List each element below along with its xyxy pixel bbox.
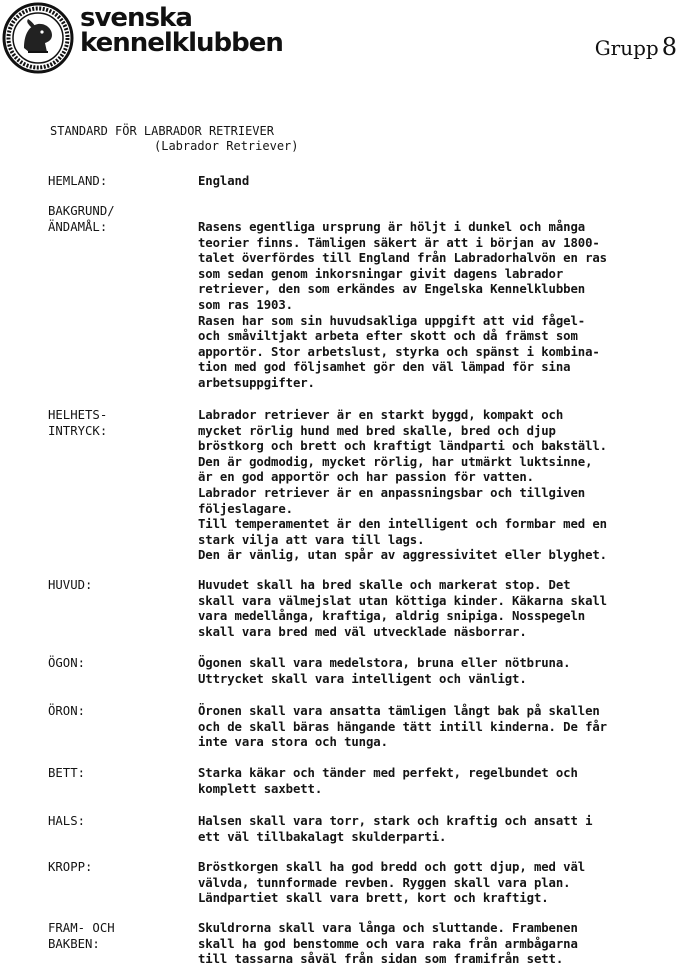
section-text: Halsen skall vara torr, stark och kraftig och ansatt i ett väl tillbakalagt skulderparti. <box>198 814 593 844</box>
section-oron <box>46 704 646 751</box>
section-helhetsintryck <box>46 408 646 564</box>
section-text: Skuldrorna skall vara långa och sluttande. Frambenen skall ha god benstomme och vara raka från armbågarna till tassarna såväl från sidan som framifrån sett. <box>198 921 578 967</box>
standard-title-sub: (Labrador Retriever) <box>154 139 299 153</box>
section-huvud <box>46 578 646 640</box>
section-bakgrund <box>46 204 646 392</box>
standard-title-main: STANDARD FÖR LABRADOR RETRIEVER <box>50 124 274 138</box>
org-name-line1: svenska <box>80 3 192 33</box>
section-text: England <box>198 174 250 188</box>
section-text: Rasens egentliga ursprung är höljt i dunkel och många teorier finns. Tämligen säkert är att i början av 1800- talet överfördes till England från Labradorhalvön en ras som sedan genom inkorsningar givit dagens labrador retriever, den som erkändes av Engelska Kennelklubben som ras 1903. Rasen har som sin huvudsakliga uppgift att vid fågel- och småviltjakt arbeta efter skott och då främst som apportör. Stor arbetslust, styrka och spänst i kombina- tion med god följsamhet gör den väl lämpad för sina arbetsuppgifter. <box>198 220 607 390</box>
standard-title <box>50 124 299 154</box>
section-label: BAKGRUND/ ÄNDAMÅL: <box>48 204 115 234</box>
section-label: BETT: <box>48 766 86 780</box>
group-number: 8 <box>661 33 677 61</box>
section-label: HALS: <box>48 814 86 828</box>
section-label: ÖRON: <box>48 704 86 718</box>
group-word: Grupp <box>594 36 659 60</box>
section-text: Huvudet skall ha bred skalle och markerat stop. Det skall vara välmejslat utan köttiga kinder. Käkarna skall vara medellånga, kraftiga, aldrig snipiga. Nosspegeln skall vara bred med väl utvecklade näsborrar. <box>198 578 607 639</box>
section-fram-och-bakben <box>46 921 646 968</box>
section-bett <box>46 766 646 797</box>
section-ogon <box>46 656 646 687</box>
section-text: Labrador retriever är en starkt byggd, kompakt och mycket rörlig hund med bred skalle, bred och djup bröstkorg och brett och kraftigt ländparti och bakställ. Den är godmodig, mycket rörlig, har utmärkt luktsinne, är en god apportör och har passion för vatten. Labrador retriever är en anpassningsbar och tillgiven följeslagare. Till temperamentet är den intelligent och formbar med en stark vilja att vara till lags. Den är vänlig, utan spår av aggressivitet eller blyghet. <box>198 408 607 563</box>
document-header <box>0 0 683 90</box>
section-label: FRAM- OCH BAKBEN: <box>48 921 115 951</box>
organization-name <box>80 3 283 58</box>
section-kropp <box>46 860 646 907</box>
section-label: HELHETS- INTRYCK: <box>48 408 108 438</box>
section-label: HEMLAND: <box>48 174 108 188</box>
section-text: Starka käkar och tänder med perfekt, regelbundet och komplett saxbett. <box>198 766 578 796</box>
section-text: Ögonen skall vara medelstora, bruna eller nötbruna. Uttrycket skall vara intelligent och vänligt. <box>198 656 571 686</box>
section-text: Bröstkorgen skall ha god bredd och gott djup, med väl välvda, tunnformade revben. Ryggen skall vara plan. Ländpartiet skall vara brett, kort och kraftigt. <box>198 860 586 906</box>
org-name-line2: kennelklubben <box>80 28 283 58</box>
section-label: HUVUD: <box>48 578 93 592</box>
section-hals <box>46 814 646 845</box>
kennel-club-seal-logo <box>2 2 74 74</box>
section-text: Öronen skall vara ansatta tämligen långt bak på skallen och de skall bäras hängande tätt intill kinderna. De får inte vara stora och tunga. <box>198 704 607 750</box>
group-label <box>595 33 677 61</box>
section-hemland <box>46 174 646 190</box>
section-label: KROPP: <box>48 860 93 874</box>
section-label: ÖGON: <box>48 656 86 670</box>
